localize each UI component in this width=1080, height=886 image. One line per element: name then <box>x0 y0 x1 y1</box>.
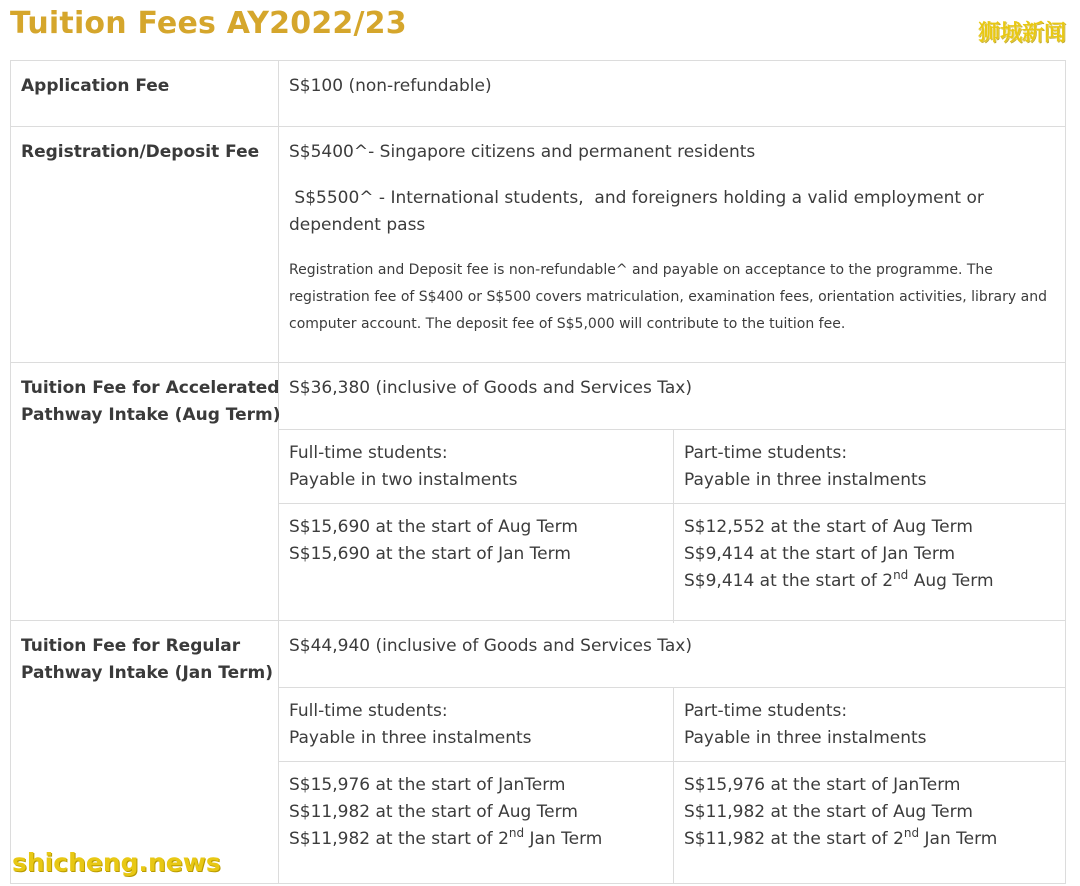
regular-full-time-plan <box>279 688 673 761</box>
regular-pt-instalment-3: S$11,982 at the start of 2nd Jan Term <box>684 826 998 849</box>
registration-local-fee: S$5400^- Singapore citizens and permanent residents <box>289 142 756 162</box>
registration-note-line2: registration fee of S$400 or S$500 covers matriculation, examination fees, orientation activities, library and <box>289 289 1047 305</box>
regular-part-time-payable: Payable in three instalments <box>684 728 927 748</box>
regular-full-time-instalments <box>279 762 673 884</box>
accelerated-ft-instalment-1: S$15,690 at the start of Aug Term <box>289 517 578 537</box>
regular-label-line1: Tuition Fee for Regular <box>21 636 241 656</box>
regular-total-fee: S$44,940 (inclusive of Goods and Services Tax) <box>289 636 692 656</box>
regular-full-time-payable: Payable in three instalments <box>289 728 532 748</box>
accelerated-label-line2: Pathway Intake (Aug Term) <box>21 405 281 425</box>
row-regular-tuition <box>11 621 1065 883</box>
registration-note-line1: Registration and Deposit fee is non-refundable^ and payable on acceptance to the programme. The <box>289 262 993 278</box>
row-application-fee <box>11 61 1065 127</box>
accelerated-part-time-plan <box>673 430 1065 503</box>
value-registration-fee <box>279 127 1065 362</box>
regular-plan-row <box>279 687 1065 761</box>
regular-label-line2: Pathway Intake (Jan Term) <box>21 663 274 683</box>
row-accelerated-tuition <box>11 363 1065 621</box>
fee-table <box>10 60 1066 884</box>
application-fee-amount: S$100 (non-refundable) <box>289 76 492 96</box>
registration-note-line3: computer account. The deposit fee of S$5,000 will contribute to the tuition fee. <box>289 316 846 332</box>
row-registration-fee <box>11 127 1065 363</box>
watermark-top-right: 狮城新闻 <box>977 21 1066 46</box>
regular-ft-instalment-1: S$15,976 at the start of JanTerm <box>289 775 566 795</box>
accelerated-pt-instalment-3: S$9,414 at the start of 2nd Aug Term <box>684 568 994 591</box>
regular-pt-instalment-2: S$11,982 at the start of Aug Term <box>684 802 973 822</box>
value-regular-tuition <box>279 621 1065 883</box>
regular-part-time-instalments <box>673 762 1065 884</box>
regular-ft-instalment-3: S$11,982 at the start of 2nd Jan Term <box>289 826 603 849</box>
regular-ft-instalment-2: S$11,982 at the start of Aug Term <box>289 802 578 822</box>
registration-note <box>289 257 1055 338</box>
label-accelerated-tuition <box>11 363 279 620</box>
watermark-bottom-left: shicheng.news <box>12 848 221 877</box>
value-application-fee <box>279 61 1065 126</box>
accelerated-ft-instalment-2: S$15,690 at the start of Jan Term <box>289 544 571 564</box>
registration-intl-fee-line2: dependent pass <box>289 215 426 235</box>
accelerated-part-time-payable: Payable in three instalments <box>684 470 927 490</box>
label-registration-fee: Registration/Deposit Fee <box>11 127 279 362</box>
accelerated-full-time-instalments <box>279 504 673 623</box>
page-title: Tuition Fees AY2022/23 <box>10 6 407 41</box>
accelerated-label-line1: Tuition Fee for Accelerated <box>21 378 280 398</box>
accelerated-plan-row <box>279 429 1065 503</box>
registration-intl-fee-line1: S$5500^ - International students, and foreigners holding a valid employment or <box>289 188 984 208</box>
accelerated-part-time-instalments <box>673 504 1065 623</box>
accelerated-pt-instalment-2: S$9,414 at the start of Jan Term <box>684 544 956 564</box>
accelerated-full-time-payable: Payable in two instalments <box>289 470 518 490</box>
accelerated-full-time-plan <box>279 430 673 503</box>
regular-part-time-heading: Part-time students: <box>684 701 848 721</box>
regular-full-time-heading: Full-time students: <box>289 701 448 721</box>
regular-instalment-row <box>279 761 1065 884</box>
accelerated-total-fee: S$36,380 (inclusive of Goods and Services Tax) <box>289 378 692 398</box>
accelerated-full-time-heading: Full-time students: <box>289 443 448 463</box>
value-accelerated-tuition <box>279 363 1065 620</box>
accelerated-instalment-row <box>279 503 1065 623</box>
label-regular-tuition <box>11 621 279 883</box>
label-application-fee: Application Fee <box>11 61 279 126</box>
regular-part-time-plan <box>673 688 1065 761</box>
accelerated-part-time-heading: Part-time students: <box>684 443 848 463</box>
accelerated-pt-instalment-1: S$12,552 at the start of Aug Term <box>684 517 973 537</box>
regular-pt-instalment-1: S$15,976 at the start of JanTerm <box>684 775 961 795</box>
